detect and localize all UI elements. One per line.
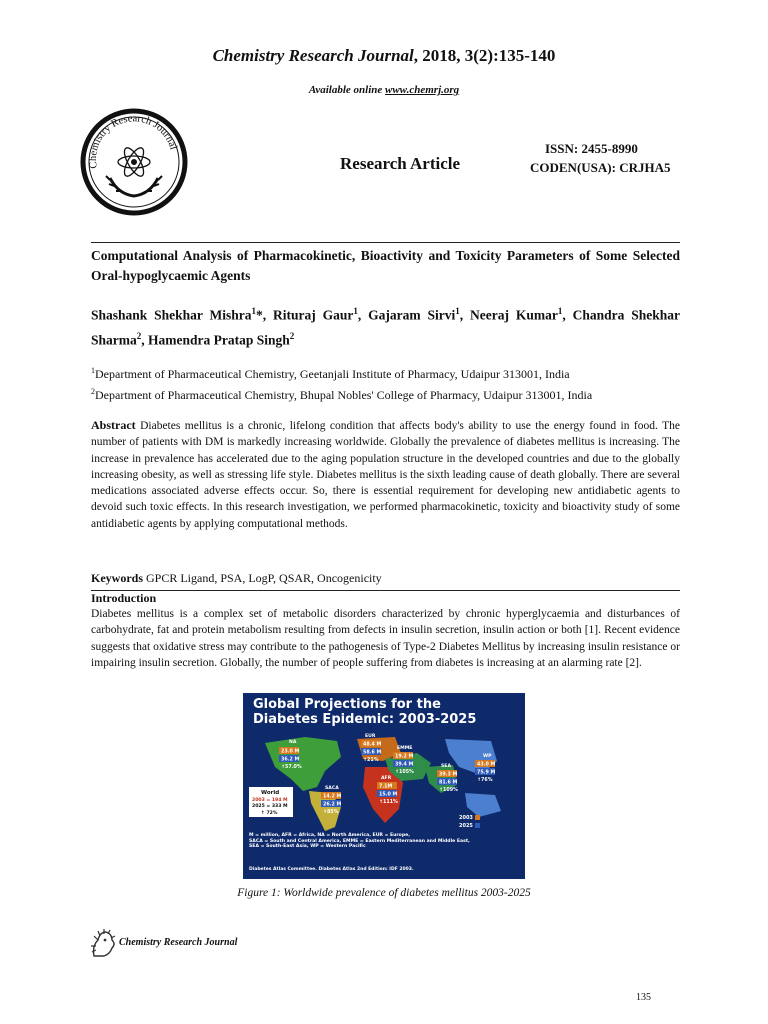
available-online (0, 84, 768, 96)
svg-text:↑109%: ↑109% (439, 788, 458, 793)
region-eur-label: EUR (365, 734, 376, 739)
seal-text: Chemistry Research Journal (87, 113, 179, 170)
svg-text:↑ 72%: ↑ 72% (261, 811, 278, 816)
svg-text:14.2 M: 14.2 M (323, 794, 342, 800)
svg-text:75.9 M: 75.9 M (477, 770, 496, 776)
paper-title: Computational Analysis of Pharmacokinetic, Bioactivity and Toxicity Parameters of Some Selected Oral-hypoglycaemic Agents (91, 248, 680, 283)
footer-journal-name: Chemistry Research Journal (119, 937, 238, 948)
svg-text:39.3 M: 39.3 M (439, 772, 458, 778)
abstract (91, 417, 680, 532)
keywords-text: GPCR Ligand, PSA, LogP, QSAR, Oncogenicity (146, 571, 382, 585)
footer-lion-logo (90, 928, 116, 960)
region-afr-label: AFR (381, 776, 392, 781)
region-emme-label: EMME (397, 746, 413, 751)
svg-text:58.6 M: 58.6 M (363, 750, 382, 756)
svg-text:↑76%: ↑76% (477, 778, 493, 783)
svg-text:↑57.0%: ↑57.0% (281, 765, 302, 770)
region-na-shape (265, 737, 341, 791)
svg-text:2003: 2003 (459, 815, 473, 821)
journal-citation (0, 46, 768, 66)
region-na-label: NA (289, 740, 297, 745)
author-name: Gajaram Sirvi (368, 307, 456, 323)
svg-text:26.2 M: 26.2 M (323, 802, 342, 808)
svg-text:2025 = 333 M: 2025 = 333 M (252, 804, 288, 809)
article-type: Research Article (340, 154, 461, 173)
citation-details: , 2018, 3(2):135-140 (413, 46, 556, 65)
author-name: Chandra Shekhar Sharma (91, 307, 681, 347)
author-name: Shashank Shekhar Mishra (91, 307, 252, 323)
abstract-text: Diabetes mellitus is a chronic, lifelong condition that affects body's ability to use the energy found in food. The number of patients with DM is markedly increasing worldwide. Globally the prevalence of diabetes mellitus is increasing. The increase in prevalence has accelerated due to the aging population structure in the developed countries and due to the globally increasing obesity, as well as stressing life style. Diabetes mellitus is the sixth leading cause of death globally. There are several medications associated adverse effects occur. So, there is essential requirement for developing new antidiabetic agents to devoid such toxic effects. In this research investigation, we performed pharmacokinetic, toxicity and bioactivity study of some antidiabetic agents by applying computational methods. (91, 420, 680, 530)
svg-text:19.2 M: 19.2 M (395, 754, 414, 760)
keywords (91, 571, 382, 586)
abstract-label: Abstract (91, 418, 136, 432)
section-heading-introduction: Introduction (91, 591, 157, 605)
svg-text:15.0 M: 15.0 M (379, 792, 398, 798)
author-name: Hamendra Pratap Singh (148, 332, 290, 347)
svg-text:↑21%: ↑21% (363, 758, 379, 763)
world-map (245, 731, 523, 833)
author-name: Rituraj Gaur (273, 307, 354, 323)
keywords-label: Keywords (91, 571, 143, 585)
svg-text:↑111%: ↑111% (379, 800, 398, 805)
svg-text:36.2 M: 36.2 M (281, 757, 300, 763)
journal-seal-logo (80, 108, 188, 216)
region-wp-label: WP (483, 754, 492, 759)
figure-title: Global Projections for the Diabetes Epidemic: 2003-2025 (253, 697, 477, 727)
svg-text:81.6 M: 81.6 M (439, 780, 458, 786)
region-saca-label: SACA (325, 786, 339, 791)
svg-text:7.1M: 7.1M (379, 784, 393, 790)
journal-url-link[interactable]: www.chemrj.org (385, 84, 460, 96)
title-rule (91, 242, 680, 243)
introduction-text: Diabetes mellitus is a complex set of metabolic disorders characterized by chronic hyperglycaemia and disturbances of carbohydrate, fat and protein metabolism resulting from defects in insulin secretion, insulin action or both [1]. Recent evidence suggests that oxidative stress may contribute to the pathogenesis of Type-2 Diabetes Mellitus by increasing insulin resistance or impairing insulin secretion. Globally, the number of people suffering from diabetes is increasing at an alarming rate [2]. (91, 608, 680, 669)
svg-text:2025: 2025 (459, 823, 473, 829)
coden: CODEN(USA): CRJHA5 (530, 160, 671, 175)
figure-legend: M = million, AFR = Africa, NA = North America, EUR = Europe, SACA = South and Central America, EMME = Eastern Mediterranean and Middle East, SEA = South-East Asia, WP = Western Pacific (249, 833, 470, 850)
svg-text:43.0 M: 43.0 M (477, 762, 496, 768)
page-number: 135 (636, 992, 651, 1003)
section-rule (91, 590, 680, 591)
region-sea-label: SEA (441, 764, 452, 769)
journal-name: Chemistry Research Journal (212, 46, 414, 65)
figure-source: Diabetes Atlas Committee. Diabetes Atlas 2nd Edition: IDF 2003. (249, 867, 414, 872)
author-list: Shashank Shekhar Mishra$^1$*, Rituraj Gaur$^1$, Gajaram Sirvi$^1$, Neeraj Kumar$^1$, Chandra Shekhar Sharma$^2$, Hamendra Pratap Singh$^2$ (91, 306, 681, 347)
svg-text:World: World (261, 790, 280, 796)
issn-block (530, 139, 671, 177)
figure-caption: Figure 1: Worldwide prevalence of diabetes mellitus 2003-2025 (237, 887, 531, 899)
affiliation-item: $^1$Department of Pharmaceutical Chemistry, Geetanjali Institute of Pharmacy, Udaipur 313001, India (91, 366, 570, 381)
figure-diabetes-map (243, 693, 525, 879)
svg-text:↑85%: ↑85% (323, 810, 339, 815)
affiliation-item: $^2$Department of Pharmaceutical Chemistry, Bhupal Nobles' College of Pharmacy, Udaipur 313001, India (91, 387, 593, 402)
available-prefix: Available online (308, 84, 385, 96)
svg-text:39.4 M: 39.4 M (395, 762, 414, 768)
author-name: Neeraj Kumar (470, 307, 558, 323)
affiliations (91, 362, 691, 404)
issn: ISSN: 2455-8990 (545, 141, 638, 156)
svg-text:↑105%: ↑105% (395, 770, 414, 775)
svg-text:2003 = 194 M: 2003 = 194 M (252, 798, 288, 803)
svg-text:23.0 M: 23.0 M (281, 749, 300, 755)
svg-text:48.4 M: 48.4 M (363, 742, 382, 748)
